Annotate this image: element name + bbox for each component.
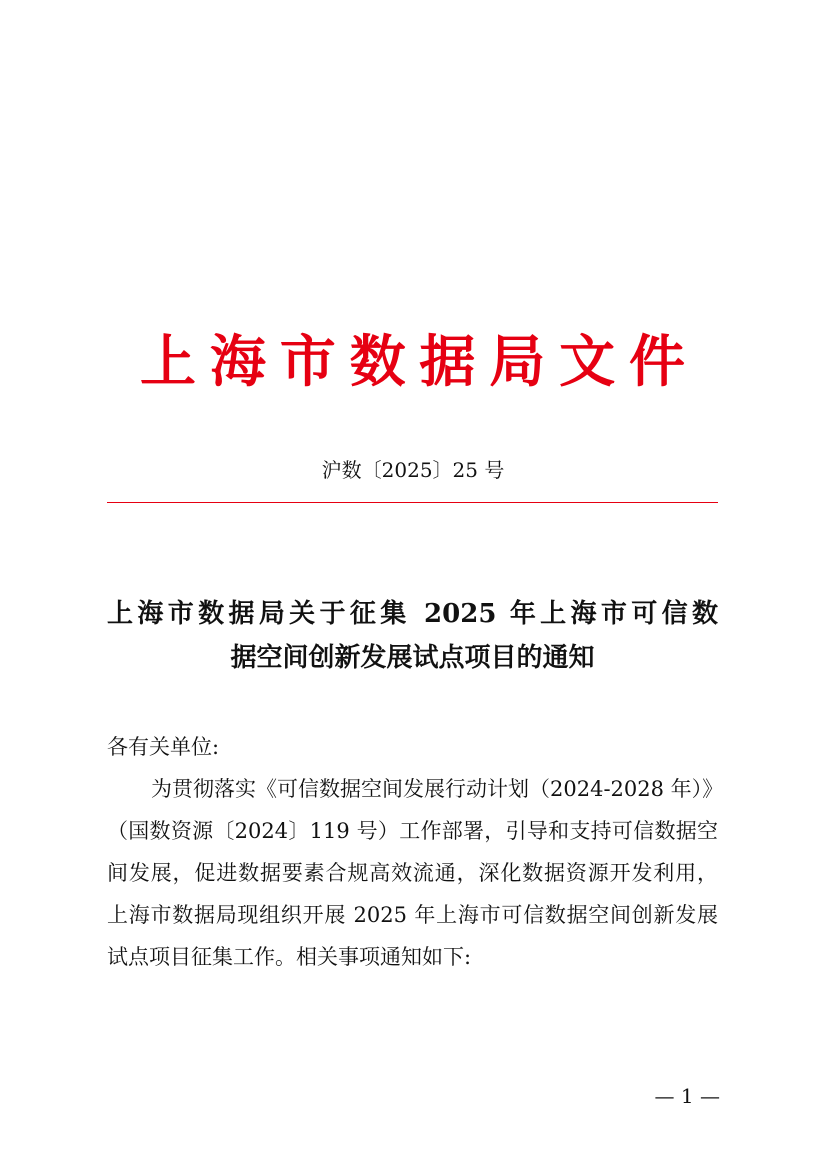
paragraph-line: （国数资源〔2024〕119 号）工作部署，引导和支持可信数据空 xyxy=(107,819,718,843)
red-divider-line xyxy=(107,502,718,503)
paragraph-line: 试点项目征集工作。相关事项通知如下: xyxy=(107,945,472,969)
notice-title xyxy=(107,592,718,680)
notice-title-line: 上海市数据局关于征集 2025 年上海市可信数 xyxy=(107,599,718,629)
paragraph-line: 上海市数据局现组织开展 2025 年上海市可信数据空间创新发展 xyxy=(107,903,718,927)
paragraph-line: 间发展，促进数据要素合规高效流通，深化数据资源开发利用， xyxy=(107,861,718,885)
page-number: — 1 — xyxy=(654,1084,720,1108)
notice-body xyxy=(107,726,724,978)
notice-title-line: 据空间创新发展试点项目的通知 xyxy=(230,643,595,673)
document-header-title: 上海市数据局文件 xyxy=(140,329,685,395)
document-number: 沪数〔2025〕25 号 xyxy=(321,458,505,482)
salutation: 各有关单位: xyxy=(107,735,220,759)
paragraph-line: 为贯彻落实《可信数据空间发展行动计划（2024-2028 年）》 xyxy=(151,777,724,801)
